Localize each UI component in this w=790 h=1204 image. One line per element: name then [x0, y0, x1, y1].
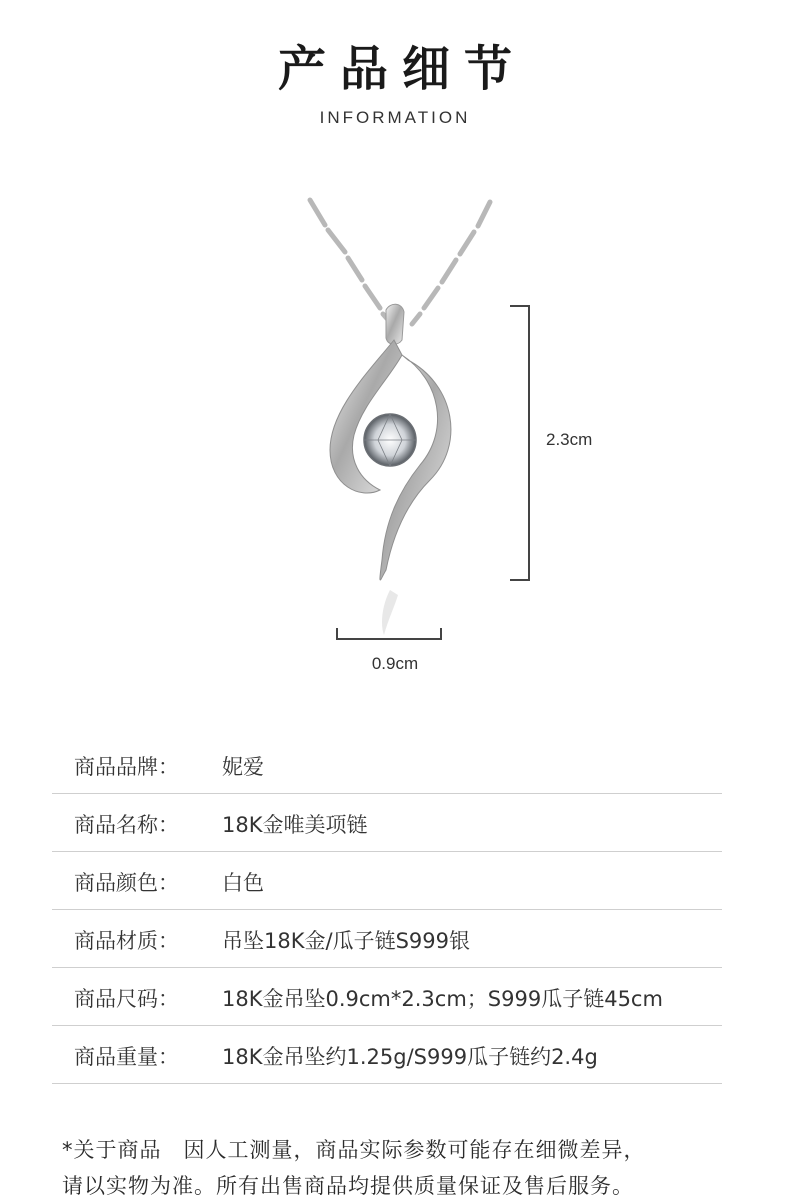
- disclaimer-line-1: *关于商品 因人工测量，商品实际参数可能存在细微差异，: [62, 1138, 646, 1162]
- page-title: 产品细节: [277, 41, 526, 97]
- spec-value: 18K金唯美项链: [222, 813, 368, 837]
- pendant-swirl-right: [380, 355, 451, 580]
- spec-label: 商品品牌：: [74, 755, 179, 779]
- chain-right: [412, 202, 490, 324]
- spec-value: 白色: [222, 871, 264, 895]
- spec-value: 妮爱: [222, 755, 264, 779]
- spec-row-size: [52, 968, 722, 1026]
- chain-left: [310, 200, 390, 322]
- spec-value: 18K金吊坠0.9cm*2.3cm；S999瓜子链45cm: [222, 987, 663, 1011]
- height-dimension-label: 2.3cm: [546, 430, 593, 449]
- spec-row-name: [52, 794, 722, 852]
- spec-row-color: [52, 852, 722, 910]
- pendant-bail: [386, 304, 404, 344]
- spec-label: 商品重量：: [74, 1045, 179, 1069]
- spec-label: 商品颜色：: [74, 871, 179, 895]
- spec-row-weight: [52, 1026, 722, 1084]
- spec-label: 商品名称：: [74, 813, 179, 837]
- spec-table: [52, 736, 722, 1084]
- spec-row-material: [52, 910, 722, 968]
- page-subtitle: INFORMATION: [319, 108, 471, 127]
- spec-row-brand: [52, 736, 722, 794]
- width-dimension-label: 0.9cm: [371, 654, 419, 673]
- spec-label: 商品尺码：: [74, 987, 179, 1011]
- width-dimension-line: [336, 628, 442, 640]
- spec-value: 吊坠18K金/瓜子链S999银: [222, 929, 470, 953]
- disclaimer-line-2: 请以实物为准。所有出售商品均提供质量保证及售后服务。: [62, 1174, 634, 1198]
- disclaimer-note: [62, 1132, 762, 1204]
- height-dimension-line: [510, 305, 530, 581]
- spec-value: 18K金吊坠约1.25g/S999瓜子链约2.4g: [222, 1045, 598, 1069]
- pendant-necklace-image: [290, 190, 510, 650]
- spec-label: 商品材质：: [74, 929, 179, 953]
